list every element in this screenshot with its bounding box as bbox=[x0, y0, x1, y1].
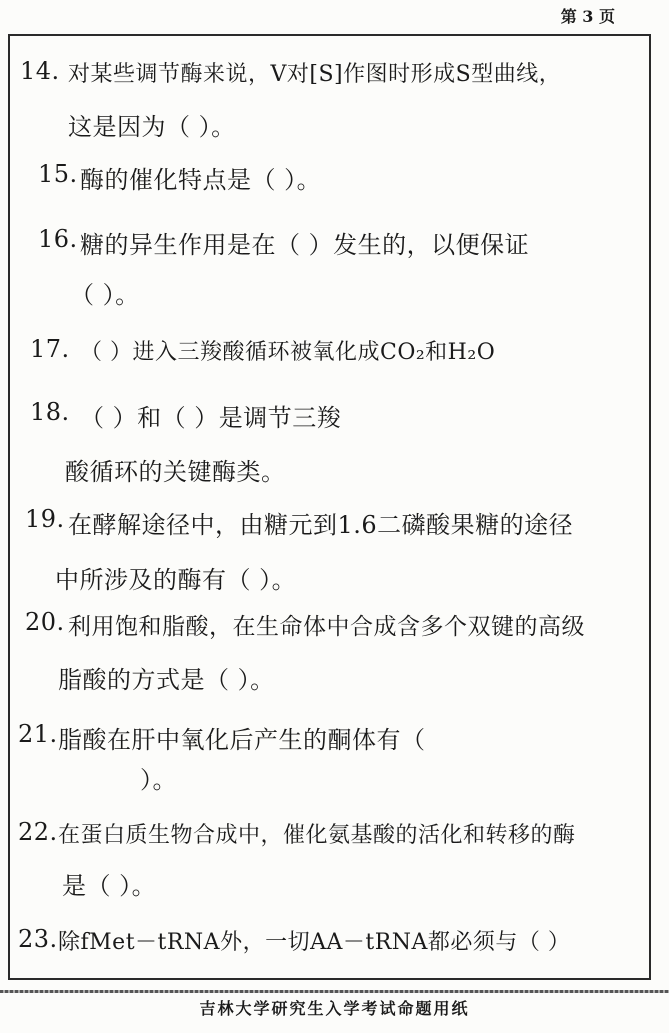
footer-caption: 吉林大学研究生入学考试命题用纸 bbox=[199, 999, 470, 1018]
question-text-line: （ ）进入三羧酸循环被氧化成CO₂和H₂O bbox=[80, 340, 496, 365]
footer-divider bbox=[0, 990, 669, 993]
question-text-line: 这是因为（ ）。 bbox=[68, 113, 236, 141]
question-text-line: 是（ ）。 bbox=[62, 872, 157, 900]
question-text-line: 对某些调节酶来说，V对[S]作图时形成S型曲线， bbox=[68, 62, 562, 87]
question-text-line: 中所涉及的酶有（ ）。 bbox=[55, 566, 297, 594]
question-number: 17. bbox=[30, 335, 70, 363]
question-text-line: 脂酸的方式是（ ）。 bbox=[58, 666, 275, 694]
question-text-line: （ ）和（ ）是调节三羧 bbox=[80, 404, 342, 432]
question-number: 15. bbox=[38, 160, 78, 188]
question-text-line: （ ）。 bbox=[70, 281, 140, 309]
question-number: 23. bbox=[18, 925, 58, 953]
question-text-line: 酸循环的关键酶类。 bbox=[65, 458, 286, 486]
question-number: 14. bbox=[20, 57, 60, 85]
question-number: 20. bbox=[25, 608, 65, 636]
question-text-line: 脂酸在肝中氧化后产生的酮体有（ bbox=[58, 726, 426, 754]
question-number: 19. bbox=[25, 505, 65, 533]
question-text-line: 糖的异生作用是在（ ）发生的，以便保证 bbox=[80, 231, 530, 259]
question-number: 16. bbox=[38, 225, 78, 253]
question-number: 21. bbox=[18, 720, 58, 748]
question-number: 18. bbox=[30, 398, 70, 426]
question-number: 22. bbox=[18, 818, 58, 846]
question-text-line: 除fMet－tRNA外，一切AA－tRNA都必须与（ ） bbox=[58, 930, 571, 955]
question-text-line: 利用饱和脂酸，在生命体中合成含多个双键的高级 bbox=[68, 614, 585, 640]
question-text-line: 在酵解途径中，由糖元到1.6二磷酸果糖的途径 bbox=[68, 511, 574, 539]
question-text-line: ）。 bbox=[140, 766, 177, 794]
page-number: 第 3 页 bbox=[560, 7, 615, 26]
question-text-line: 酶的催化特点是（ ）。 bbox=[80, 166, 322, 194]
question-text-line: 在蛋白质生物合成中，催化氨基酸的活化和转移的酶 bbox=[58, 823, 576, 848]
